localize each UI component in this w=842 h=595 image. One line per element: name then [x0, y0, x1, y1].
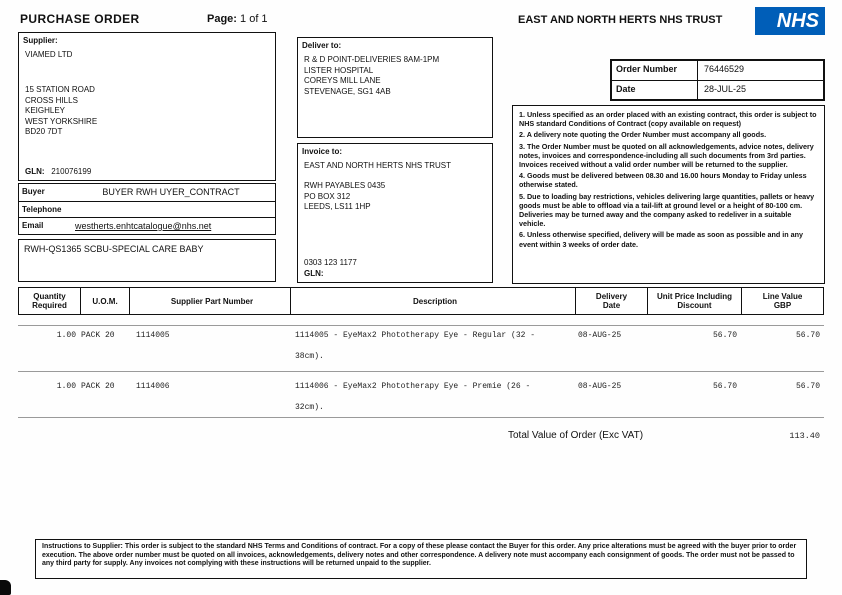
page-label: Page:	[207, 13, 237, 25]
term-item: 3. The Order Number must be quoted on all acknowledgements, advice notes, delivery notes, invoices and correspondence-including all such documents from 3rd parties. Invoices received without a valid order number will be returned to the supplier.	[519, 141, 814, 170]
cell-uom: PACK 20	[81, 382, 115, 391]
invoice-to-address	[304, 181, 385, 213]
invoice-gln-label: GLN:	[304, 269, 324, 278]
order-date-row	[612, 80, 823, 99]
supplier-instructions-text: Instructions to Supplier: This order is subject to the standard NHS Terms and Conditions of contract. For a copy of these please contact the Buyer for this order. Any price alterations must be agreed with the buyer prior to order execution. The above order number must be quoted on all invoices, acknowledgements, delivery notes and other correspondence. A delivery note must accompany each consignment of goods. The order must not be passed to any third party for supply. Any invoices not complying with these instructions will be returned unpaid to the supplier.	[42, 543, 797, 568]
buyer-value: BUYER RWH UYER_CONTRACT	[102, 187, 240, 197]
order-info-table	[610, 59, 825, 101]
invoice-to-box	[297, 143, 493, 283]
col-header-text: Line Value GBP	[762, 292, 803, 310]
address-line: PO BOX 312	[304, 191, 351, 201]
col-header-text: Quantity Required	[32, 292, 67, 310]
address-line: RWH PAYABLES 0435	[304, 181, 386, 190]
date-label: Date	[612, 81, 698, 99]
telephone-row	[19, 201, 275, 217]
date-value: 28-JUL-25	[704, 84, 747, 94]
supplier-name: VIAMED LTD	[25, 50, 73, 59]
cell-quantity: 1.00	[56, 382, 76, 391]
supplier-gln	[25, 167, 91, 176]
trust-name: EAST AND NORTH HERTS NHS TRUST	[518, 14, 723, 26]
cell-part-number: 1114005	[136, 331, 170, 340]
document-title: PURCHASE ORDER	[20, 12, 140, 26]
cell-delivery-date: 08-AUG-25	[578, 382, 622, 391]
cell-delivery-date: 08-AUG-25	[578, 331, 622, 340]
terms-box	[512, 105, 825, 284]
items-table-header	[18, 287, 824, 315]
term-item: 4. Goods must be delivered between 08.30 and 16.00 hours Monday to Friday unless otherwise stated.	[519, 171, 807, 190]
invoice-to-name: EAST AND NORTH HERTS NHS TRUST	[304, 161, 451, 170]
order-number-row	[612, 61, 823, 80]
cell-part-number: 1114006	[136, 382, 170, 391]
col-header-description	[291, 288, 576, 314]
col-header-text: Description	[412, 296, 457, 306]
cell-quantity: 1.00	[56, 331, 76, 340]
address-line: LEEDS, LS11 1HP	[304, 202, 371, 211]
cell-unit-price: 56.70	[712, 382, 737, 391]
address-line: R & D POINT-DELIVERIES 8AM-1PM	[304, 55, 440, 64]
order-number-label: Order Number	[612, 61, 698, 80]
col-header-unit-price	[648, 288, 742, 314]
telephone-value	[67, 202, 275, 217]
cell-line-value: 56.70	[795, 331, 820, 340]
term-item: 1. Unless specified as an order placed with an existing contract, this order is subject to NHS standard Conditions of Contract (copy available on request)	[519, 110, 817, 129]
cell-line-value: 56.70	[795, 382, 820, 391]
supplier-label: Supplier:	[23, 36, 58, 45]
col-header-text: Unit Price Including Discount	[656, 292, 733, 310]
telephone-label: Telephone	[22, 205, 62, 214]
nhs-logo: NHS	[755, 7, 825, 35]
contract-reference-box	[18, 239, 276, 282]
buyer-label: Buyer	[22, 187, 45, 196]
total-value: 113.40	[789, 431, 820, 441]
cell-description: 1114005 - EyeMax2 Phototherapy Eye - Regular (32 - 38cm).	[295, 331, 536, 361]
address-line: KEIGHLEY	[25, 106, 66, 115]
email-label: Email	[22, 221, 44, 230]
supplier-instructions-box	[35, 539, 807, 579]
deliver-to-box	[297, 37, 493, 138]
address-line: STEVENAGE, SG1 4AB	[304, 86, 391, 96]
cell-unit-price: 56.70	[712, 331, 737, 340]
invoice-phone: 0303 123 1177	[304, 258, 357, 267]
cell-description: 1114006 - EyeMax2 Phototherapy Eye - Premie (26 - 32cm).	[295, 382, 531, 412]
col-header-delivery-date	[576, 288, 648, 314]
order-number-value: 76446529	[704, 64, 745, 74]
buyer-table	[18, 183, 276, 235]
address-line: WEST YORKSHIRE	[25, 116, 98, 126]
supplier-box	[18, 32, 276, 181]
contract-reference: RWH-QS1365 SCBU-SPECIAL CARE BABY	[24, 244, 204, 254]
page-value: 1 of 1	[240, 13, 268, 25]
col-header-quantity	[19, 288, 81, 314]
buyer-row	[19, 184, 275, 201]
address-line: 15 STATION ROAD	[25, 85, 95, 94]
deliver-to-label: Deliver to:	[302, 41, 342, 50]
invoice-to-label: Invoice to:	[302, 147, 343, 156]
order-line-row	[0, 382, 842, 426]
email-link[interactable]: westherts.enhtcatalogue@nhs.net	[75, 221, 212, 231]
col-header-uom	[81, 288, 130, 314]
scan-artifact	[0, 580, 11, 595]
col-header-text: Delivery Date	[595, 292, 628, 310]
term-item: 5. Due to loading bay restrictions, vehicles delivering large quantities, pallets or heavy goods must be able to offload via a tail-lift at ground level or a height of 80-100 cm. Deliveries may be turned away and the company asked to redeliver in a suitable vehicle.	[519, 191, 815, 229]
gln-value: 210076199	[51, 167, 92, 176]
email-row	[19, 217, 275, 234]
address-line: BD20 7DT	[25, 127, 63, 136]
col-header-text: Supplier Part Number	[170, 296, 254, 306]
term-item: 6. Unless otherwise specified, delivery will be made as soon as possible and in any event within 3 weeks of order date.	[519, 230, 804, 249]
address-line: LISTER HOSPITAL	[304, 65, 374, 75]
col-header-line-value	[742, 288, 823, 314]
col-header-part-number	[130, 288, 291, 314]
total-label: Total Value of Order (Exc VAT)	[508, 430, 644, 441]
address-line: COREYS MILL LANE	[304, 76, 381, 85]
supplier-address	[25, 85, 97, 138]
term-item: 2. A delivery note quoting the Order Number must accompany all goods.	[519, 130, 767, 140]
gln-label: GLN:	[25, 167, 45, 176]
page-indicator	[207, 13, 268, 25]
order-line-row	[0, 331, 842, 375]
deliver-to-address	[304, 55, 439, 97]
address-line: CROSS HILLS	[25, 95, 78, 105]
col-header-text: U.O.M.	[92, 296, 118, 306]
cell-uom: PACK 20	[81, 331, 115, 340]
